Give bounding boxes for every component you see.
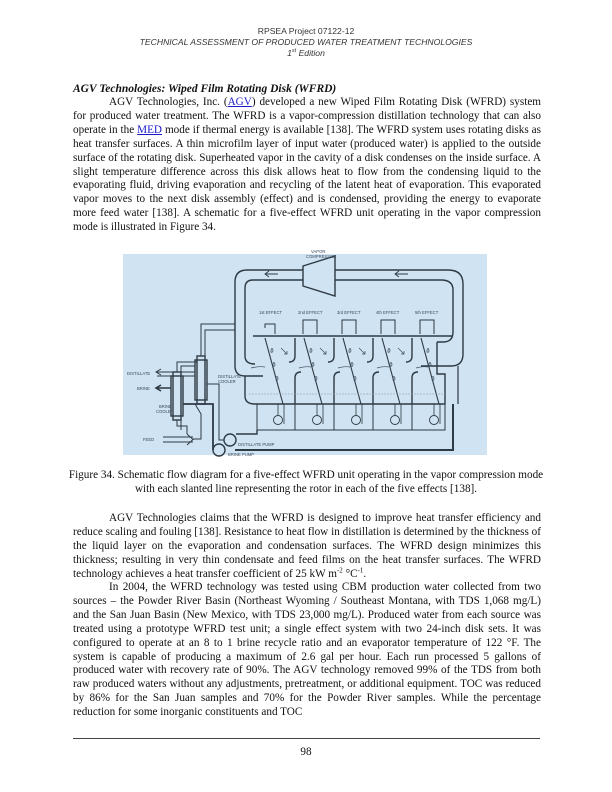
label-distillate-cooler-2: COOLER	[218, 379, 236, 384]
text-run: AGV Technologies claims that the WFRD is designed to improve heat transfer efficiency and reduce scaling and fouling [138]. Resistance to heat flow in distillation is determined by the thickness of the liquid layer on the evaporation and condensation surfaces. The WFRD design minimizes this thickness; resulting in very thin condensate and feed films on the heat transfer surfaces. The WFRD technology achieves a heat transfer coefficient of 25 kW m	[73, 512, 541, 580]
label-vapor-compressor-1: VAPOR	[311, 249, 326, 254]
med-link[interactable]: MED	[137, 123, 163, 136]
edition-number: 1	[287, 48, 292, 58]
agv-link[interactable]: AGV	[227, 96, 252, 108]
label-brine-cooler-1: BRINE	[159, 404, 172, 409]
label-vapor-compressor-2: COMPRESSOR	[306, 254, 337, 259]
text-run: °C	[342, 567, 358, 580]
running-header-title: TECHNICAL ASSESSMENT OF PRODUCED WATER TREATMENT TECHNOLOGIES	[139, 37, 473, 47]
superscript: -1	[357, 565, 364, 574]
text-run: mode if thermal energy is available [138]. The WFRD system uses rotating disks as heat transfer surfaces. A thin microfilm layer of input water (produced water) is applied to the outside surface of the rotating disk. Superheated vapor in the cavity of a disk condenses on the inside surface. A slight temperature difference across this disk allows heat to flow from the condensing liquid to the evaporating fluid, driving evaporation and recycling of the latent heat of evaporation. This evaporated vapor moves to the next disk assembly (effect) and is condensed, providing the energy to evaporate more feed water [138]. A schematic for a five-effect WFRD unit operating in the vapor compression mode is illustrated in Figure 34.	[73, 123, 542, 234]
running-header-project: RPSEA Project 07122-12	[257, 26, 355, 36]
label-1st-effect: 1st EFFECT	[259, 310, 283, 315]
text-run: ) developed a new Wiped Film Rotating Disk (WFRD) system for produced water treatment. The WFRD is a vapor-compression distillation technology that can also operate in the	[73, 96, 541, 136]
figure-caption: Figure 34. Schematic flow diagram for a five-effect WFRD unit operating in the vapor compression mode with each slanted line representing the rotor in each of the five effects [138].	[68, 469, 544, 495]
text-run: .	[363, 567, 367, 580]
label-brine-cooler-2: COOLER	[156, 409, 174, 414]
running-header-edition	[0, 48, 612, 58]
wfrd-schematic-figure	[123, 249, 487, 457]
label-distillate-cooler-1: DISTILLATE	[218, 374, 242, 379]
edition-superscript: st	[291, 48, 297, 55]
text-run: AGV Technologies, Inc. (	[109, 96, 228, 108]
paragraph-2004-test	[73, 581, 541, 720]
label-2nd-effect: 2nd EFFECT	[298, 310, 323, 315]
label-distillate-pump: DISTILLATE PUMP	[238, 442, 275, 447]
section-heading: AGV Technologies: Wiped Film Rotating Disk (WFRD)	[73, 83, 337, 95]
footer-rule	[73, 738, 540, 739]
label-3rd-effect: 3rd EFFECT	[337, 310, 361, 315]
label-feed: FEED	[143, 437, 155, 442]
label-4th-effect: 4th EFFECT	[376, 310, 400, 315]
edition-label: Edition	[296, 48, 325, 58]
paragraph-intro	[73, 96, 541, 235]
label-distillate-out: DISTILLATE	[127, 371, 151, 376]
label-brine-pump: BRINE PUMP	[228, 452, 255, 457]
text-run: In 2004, the WFRD technology was tested using CBM production water collected from two sources – the Powder River Basin (Northeast Wyoming / Southeast Montana, with TDS 1,068 mg/L) and the San Juan Basin (New Mexico, with TDS 23,000 mg/L). Produced water from each source was treated using a prototype WFRD test unit; a single effect system with two 24-inch disk sets. It was configured to operate at an 8 to 1 brine recycle ratio and an evaporator temperature of 122 °F. The system is capable of producing a maximum of 2.6 gal per hour. Each run processed 5 gallons of produced water with recovery rate of 90%. The AGV technology removed 99% of the TDS from both raw produced waters without any adjustments, pretreatment, or additional equipment. TOC was reduced by 86% for the San Juan samples and 70% for the Powder River samples. While the percentage reduction for some inorganic constituents and TOC	[73, 581, 541, 719]
paragraph-heat-transfer	[73, 512, 541, 582]
page-number: 98	[300, 746, 312, 758]
superscript: -2	[336, 565, 343, 574]
label-brine-out: BRINE	[137, 386, 150, 391]
label-5th-effect: 5th EFFECT	[415, 310, 439, 315]
wfrd-schematic-diagram	[123, 249, 487, 457]
